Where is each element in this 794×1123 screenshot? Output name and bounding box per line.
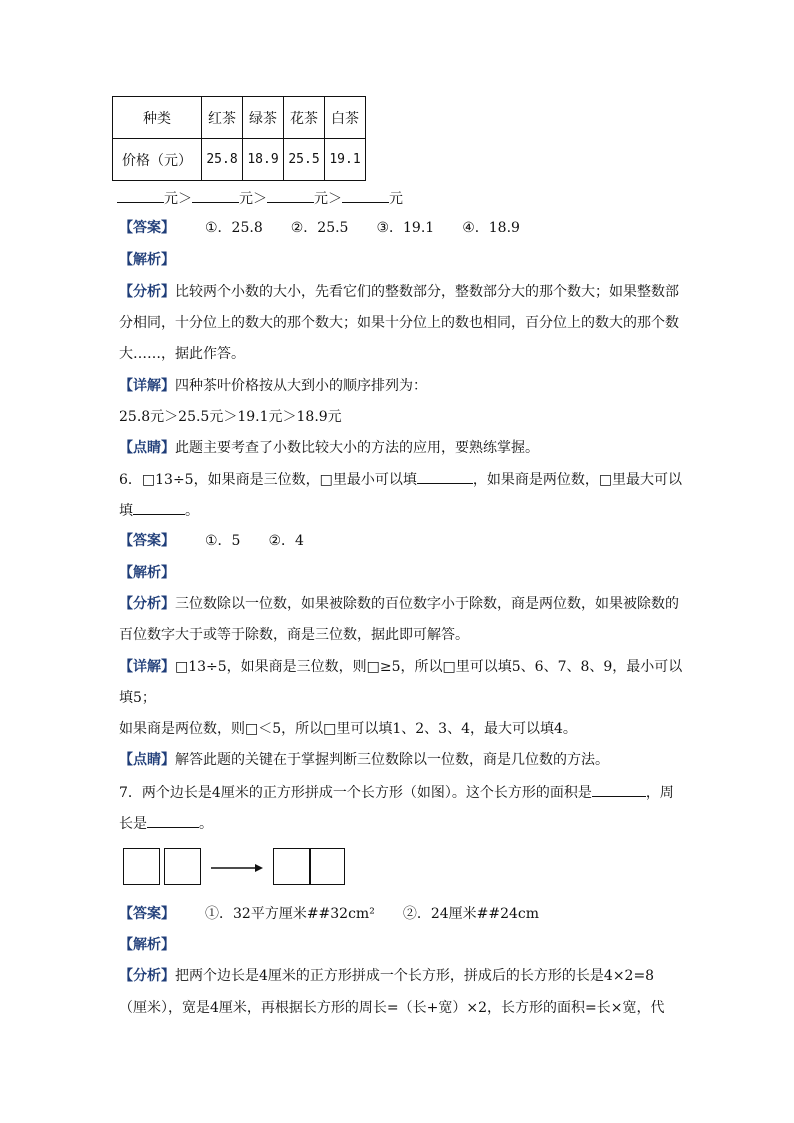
q5-blank-line	[117, 188, 403, 209]
answer-item: ①．32平方厘米##32cm²	[205, 906, 375, 922]
square-shape	[164, 848, 201, 885]
q5-fenxi-line	[119, 282, 679, 302]
q5-answer	[119, 218, 548, 238]
q6-xiangjie-line: 填5；	[119, 690, 156, 706]
answer-blank	[147, 813, 199, 828]
table-cell: 19.1	[325, 139, 366, 181]
text: □13÷5，如果商是三位数，则□≥5，所以□里可以填5、6、7、8、9，最小可以	[175, 659, 683, 675]
text: 。	[199, 816, 213, 832]
table-row	[113, 139, 366, 181]
text: 元＞	[164, 191, 192, 207]
fenxi-tag: 【分析】	[119, 596, 175, 612]
table-cell: 25.5	[284, 139, 325, 181]
q6-fenxi-line	[119, 594, 679, 614]
q6-question-line	[119, 500, 199, 521]
answer-item: ③．19.1	[376, 220, 435, 236]
fenxi-tag: 【分析】	[119, 284, 175, 300]
jiexi-tag: 【解析】	[119, 565, 175, 581]
q7-fenxi-line: （厘米），宽是4厘米，再根据长方形的周长=（长+宽）×2，长方形的面积=长×宽，代	[119, 1000, 665, 1016]
answer-item: ①．5	[205, 533, 241, 549]
q6-xiangjie-line	[119, 657, 682, 677]
q5-fenxi-line: 大……，据此作答。	[119, 346, 245, 362]
text: 填	[119, 503, 133, 519]
q5-dianjing	[119, 438, 539, 458]
answer-tag: 【答案】	[119, 906, 175, 922]
table-cell: 种类	[113, 97, 202, 139]
q6-question-line	[119, 469, 682, 490]
text: 长是	[119, 816, 147, 832]
answer-item: ②．4	[268, 533, 304, 549]
text: 元＞	[239, 191, 267, 207]
answer-blank	[592, 782, 646, 797]
arrow-right-icon	[209, 858, 265, 878]
squares-to-rectangle-figure	[123, 848, 353, 888]
answer-item: ④．18.9	[462, 220, 520, 236]
fenxi-tag: 【分析】	[119, 968, 175, 984]
answer-item: ①．25.8	[205, 220, 263, 236]
dianjing-tag: 【点睛】	[119, 440, 175, 456]
table-cell: 18.9	[243, 139, 284, 181]
table-cell: 白茶	[325, 97, 366, 139]
q7-question-line	[119, 782, 674, 803]
q6-answer	[119, 531, 332, 551]
answer-blank	[417, 469, 473, 484]
answer-blank	[192, 188, 239, 203]
answer-item: ②．25.5	[290, 220, 349, 236]
answer-blank	[133, 500, 185, 515]
text: 四种茶叶价格按从大到小的顺序排列为：	[175, 378, 427, 394]
q6-fenxi-line: 百位数字大于或等于除数，商是三位数，据此即可解答。	[119, 627, 469, 643]
text: 6．□13÷5，如果商是三位数，□里最小可以填	[119, 472, 417, 488]
table-cell: 绿茶	[243, 97, 284, 139]
q5-xiangjie-line	[119, 376, 427, 396]
text: 元＞	[314, 191, 342, 207]
q5-xiangjie-line: 25.8元＞25.5元＞19.1元＞18.9元	[119, 409, 342, 425]
table-cell: 25.8	[202, 139, 243, 181]
text: 把两个边长是4厘米的正方形拼成一个长方形，拼成后的长方形的长是4×2=8	[175, 968, 655, 984]
q7-question-line	[119, 813, 213, 834]
square-shape	[123, 848, 160, 885]
text: ，周	[645, 785, 674, 801]
text: 三位数除以一位数，如果被除数的百位数字小于除数，商是两位数，如果被除数的	[175, 596, 679, 612]
q7-answer	[119, 904, 567, 924]
table-cell: 价格（元）	[113, 139, 202, 181]
q7-fenxi-line	[119, 966, 654, 986]
answer-tag: 【答案】	[119, 533, 175, 549]
table-cell: 花茶	[284, 97, 325, 139]
text: 此题主要考查了小数比较大小的方法的应用，要熟练掌握。	[175, 440, 539, 456]
answer-blank	[117, 188, 164, 203]
answer-blank	[342, 188, 389, 203]
text: 比较两个小数的大小，先看它们的整数部分，整数部分大的那个数大；如果整数部	[175, 284, 679, 300]
text: 7．两个边长是4厘米的正方形拼成一个长方形（如图）。这个长方形的面积是	[119, 785, 592, 801]
text: 。	[185, 503, 199, 519]
table-header-row	[113, 97, 366, 139]
answer-blank	[267, 188, 314, 203]
jiexi-tag: 【解析】	[119, 252, 175, 268]
xiangjie-tag: 【详解】	[119, 378, 175, 394]
text: 解答此题的关键在于掌握判断三位数除以一位数，商是几位数的方法。	[175, 752, 609, 768]
text: 元	[389, 191, 403, 207]
xiangjie-tag: 【详解】	[119, 659, 175, 675]
answer-tag: 【答案】	[119, 220, 175, 236]
table-cell: 红茶	[202, 97, 243, 139]
q6-dianjing	[119, 750, 609, 770]
q6-xiangjie-line: 如果商是两位数，则□＜5，所以□里可以填1、2、3、4，最大可以填4。	[119, 721, 577, 737]
q5-fenxi-line: 分相同，十分位上的数大的那个数大；如果十分位上的数也相同，百分位上的数大的那个数	[119, 315, 679, 331]
divider-line	[309, 848, 311, 885]
tea-price-table	[112, 96, 366, 181]
jiexi-tag: 【解析】	[119, 937, 175, 953]
answer-item: ②．24厘米##24cm	[402, 906, 540, 922]
text: ，如果商是两位数，□里最大可以	[472, 472, 683, 488]
dianjing-tag: 【点睛】	[119, 752, 175, 768]
